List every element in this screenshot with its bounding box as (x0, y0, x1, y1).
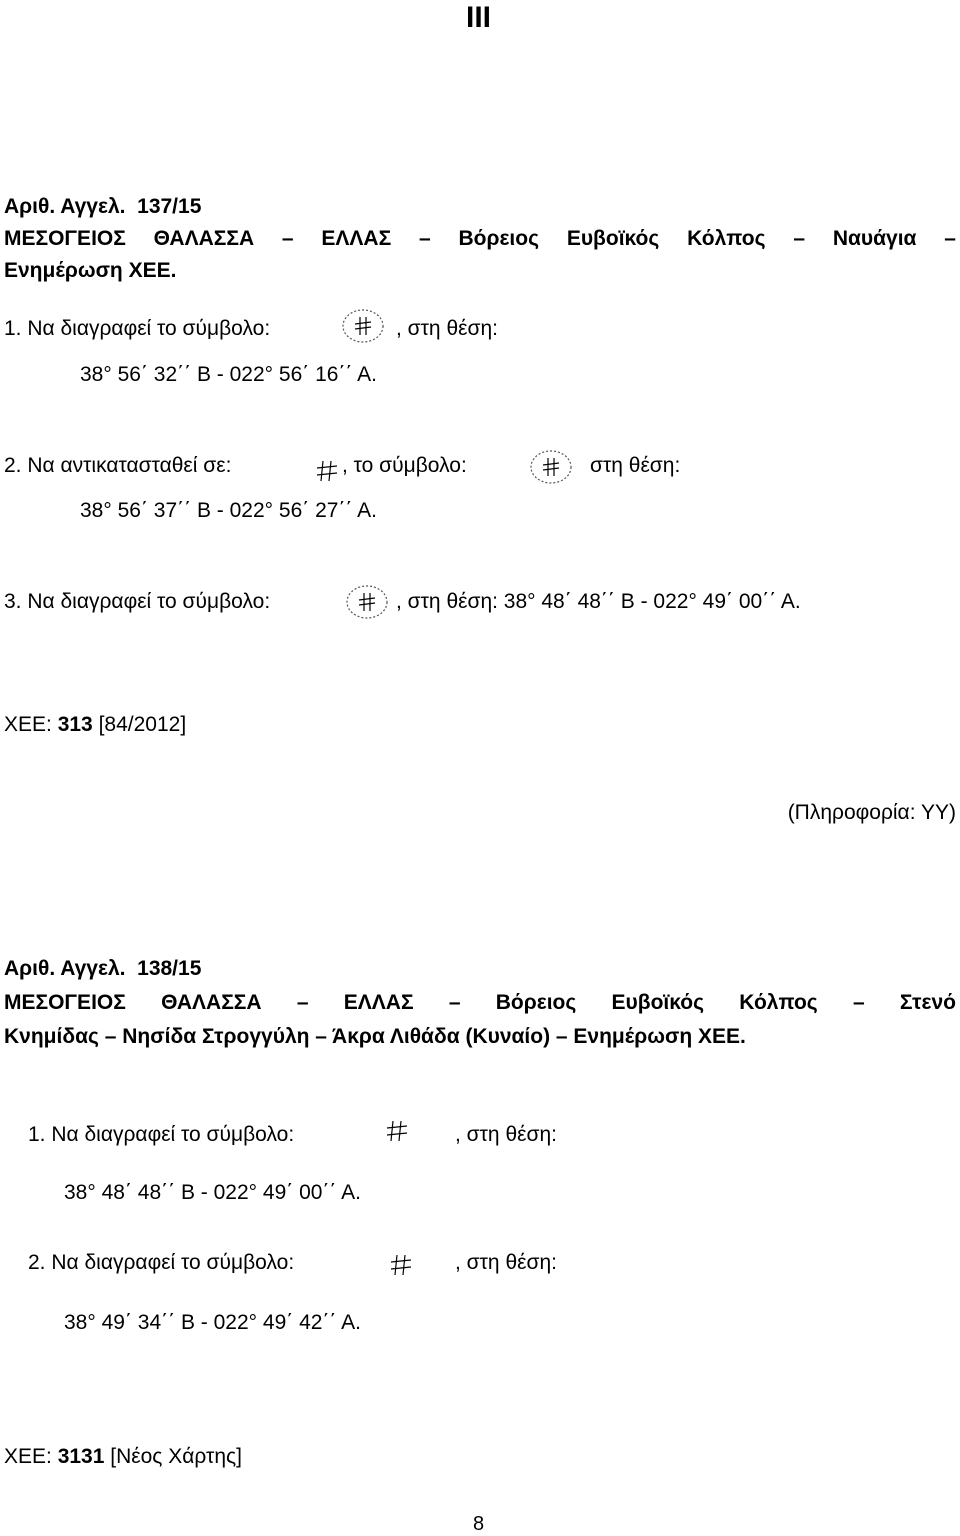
notice-number (4, 194, 201, 219)
wreck-symbol-icon (314, 458, 340, 484)
page-number: 8 (473, 1513, 485, 1535)
circled-wreck-symbol-icon (344, 583, 390, 621)
notice-item-2-mid: , το σύμβολο: (342, 454, 467, 477)
notice-title-line2: Κνημίδας – Νησίδα Στρογγύλη – Άκρα Λιθάδα (Κυναίο) – Ενημέρωση ΧΕΕ. (4, 1025, 746, 1048)
notice-item-1-after: , στη θέση: (396, 317, 498, 340)
chart-label: ΧΕΕ: (4, 1445, 52, 1468)
notice-title-line1 (4, 226, 956, 251)
wreck-symbol-icon (384, 1118, 410, 1144)
title-word: – (944, 227, 956, 250)
title-word: Ναυάγια (832, 227, 917, 250)
title-word: ΜΕΣΟΓΕΙΟΣ (4, 227, 126, 250)
notice-item-1-after: , στη θέση: (455, 1123, 557, 1146)
title-word: Ευβοϊκός (566, 227, 660, 250)
notice-item-1: 1. Να διαγραφεί το σύμβολο: (4, 317, 271, 340)
notice-title-line1 (4, 990, 956, 1015)
circled-wreck-symbol-icon (340, 307, 386, 345)
wreck-symbol-icon (388, 1252, 414, 1278)
title-word: – (852, 991, 865, 1014)
title-word: Κόλπος (739, 991, 818, 1014)
title-word: Στενό (899, 991, 956, 1014)
notice-title-line2: Ενημέρωση ΧΕΕ. (4, 259, 177, 282)
title-word: – (793, 227, 806, 250)
chart-reference (4, 1444, 242, 1469)
title-word: ΕΛΛΑΣ (343, 991, 414, 1014)
circled-wreck-symbol-icon (528, 448, 574, 486)
notice-item-2-position: 38° 49΄ 34΄΄ Β - 022° 49΄ 42΄΄ Α. (64, 1311, 361, 1334)
title-word: ΘΑΛΑΣΣΑ (161, 991, 262, 1014)
info-source: (Πληροφορία: ΥΥ) (787, 801, 956, 824)
notice-item-1: 1. Να διαγραφεί το σύμβολο: (28, 1123, 295, 1146)
chart-number: 3131 (57, 1445, 105, 1468)
title-word: Βόρειος (458, 227, 540, 250)
title-word: – (419, 227, 431, 250)
notice-item-2-position: 38° 56΄ 37΄΄ Β - 022° 56΄ 27΄΄ Α. (80, 499, 377, 522)
notice-number (4, 956, 201, 981)
title-word: – (296, 991, 309, 1014)
notice-item-2-after: , στη θέση: (455, 1251, 557, 1274)
notice-item-2: 2. Να αντικατασταθεί σε: (4, 454, 232, 477)
title-word: ΘΑΛΑΣΣΑ (153, 227, 255, 250)
notice-number-label: Αριθ. Αγγελ. (4, 195, 126, 218)
chart-ref: [84/2012] (98, 713, 187, 736)
title-word: Βόρειος (495, 991, 577, 1014)
notice-number-value: 137/15 (137, 195, 202, 218)
chart-number: 313 (57, 713, 93, 736)
chart-ref: [Νέος Χάρτης] (110, 1445, 242, 1468)
notice-item-2-after: στη θέση: (590, 454, 681, 477)
notice-item-2: 2. Να διαγραφεί το σύμβολο: (28, 1251, 295, 1274)
chart-reference (4, 712, 186, 737)
page-header: III (466, 1, 492, 34)
notice-item-1-position: 38° 56΄ 32΄΄ Β - 022° 56΄ 16΄΄ Α. (80, 363, 377, 386)
notice-item-3: 3. Να διαγραφεί το σύμβολο: (4, 590, 271, 613)
title-word: ΕΛΛΑΣ (321, 227, 392, 250)
title-word: Κόλπος (687, 227, 766, 250)
title-word: Ευβοϊκός (611, 991, 705, 1014)
title-word: ΜΕΣΟΓΕΙΟΣ (4, 991, 126, 1014)
notice-item-1-position: 38° 48΄ 48΄΄ Β - 022° 49΄ 00΄΄ Α. (64, 1181, 361, 1204)
title-word: – (281, 227, 294, 250)
notice-item-3-after: , στη θέση: 38° 48΄ 48΄΄ Β - 022° 49΄ 00΄΄ Α. (396, 590, 801, 613)
chart-label: ΧΕΕ: (4, 713, 52, 736)
title-word: – (448, 991, 461, 1014)
notice-number-value: 138/15 (137, 957, 202, 980)
notice-number-label: Αριθ. Αγγελ. (4, 957, 126, 980)
